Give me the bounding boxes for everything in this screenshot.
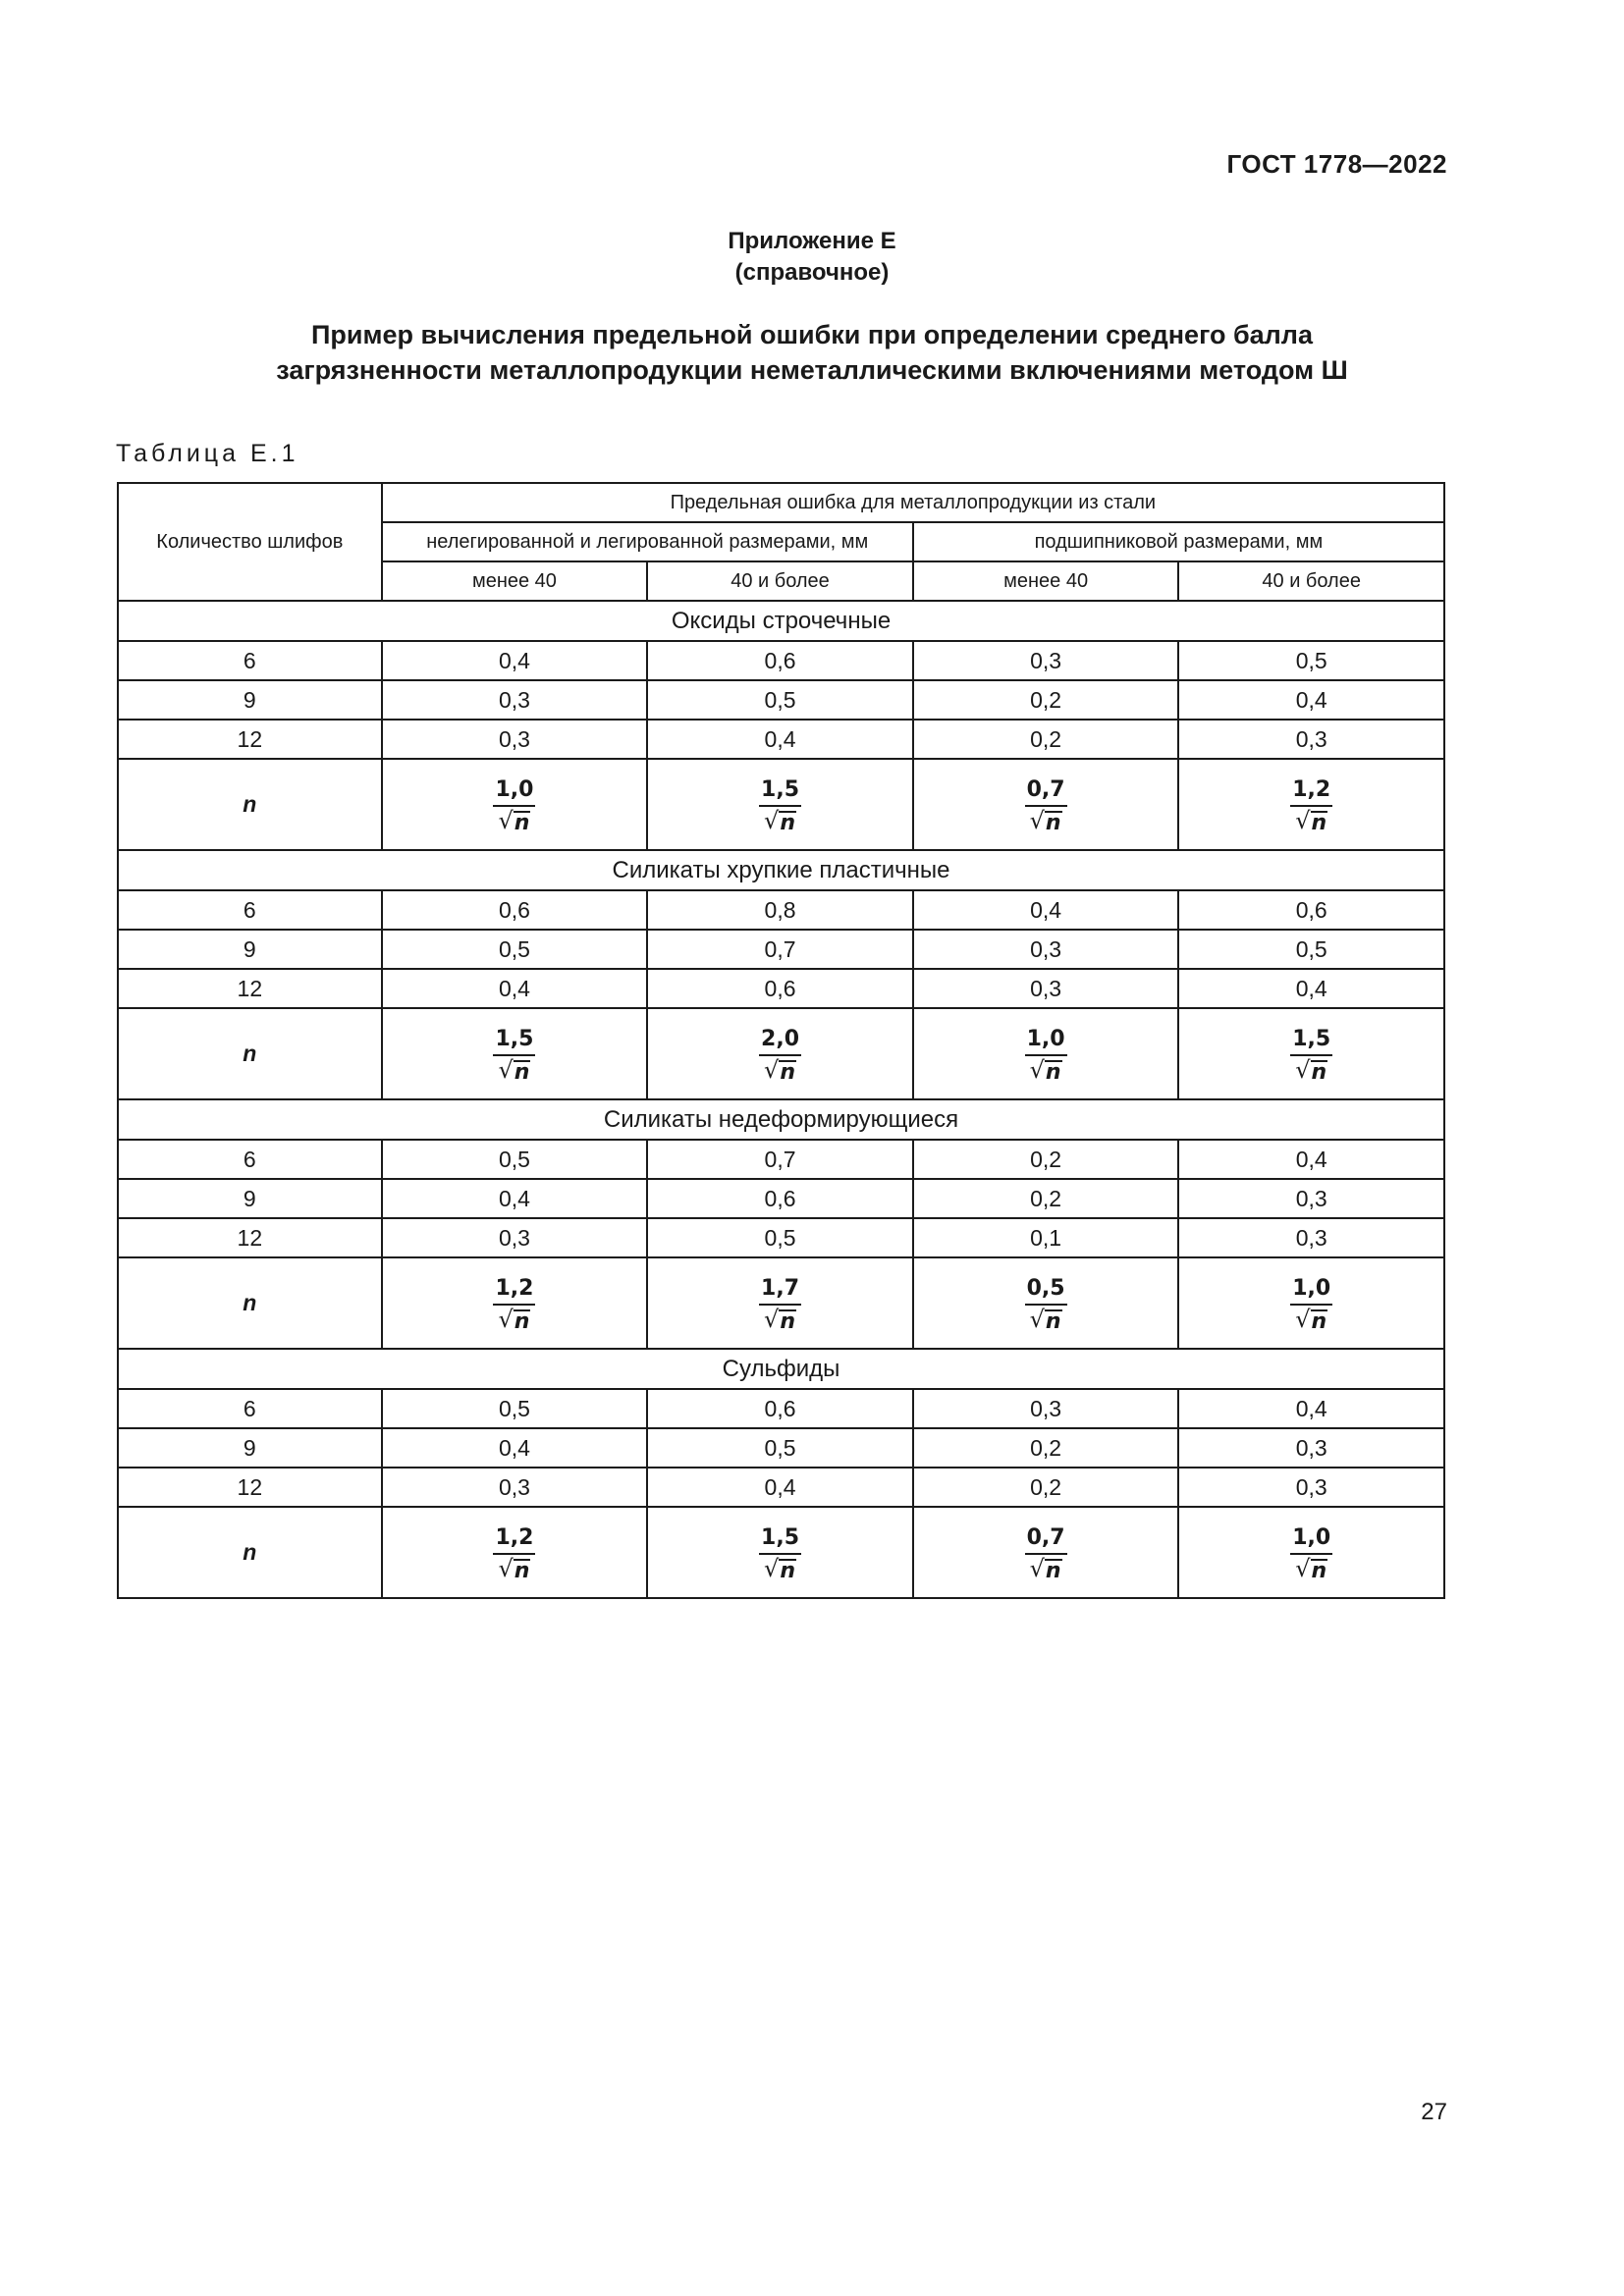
fraction-denominator — [1295, 1555, 1327, 1582]
radicand-n: n — [514, 1558, 530, 1583]
fraction-numerator: 1,7 — [759, 1276, 801, 1306]
error-value-cell: 0,3 — [382, 1468, 648, 1507]
page-number: 27 — [1421, 2099, 1447, 2125]
error-value-cell: 0,3 — [1178, 1468, 1444, 1507]
radicand-n: n — [514, 1059, 530, 1085]
fraction-denominator — [1295, 1056, 1327, 1084]
error-value-cell: 0,5 — [647, 1428, 913, 1468]
error-value-cell: 0,4 — [1178, 1389, 1444, 1428]
sqrt-icon: √ — [1295, 1055, 1311, 1084]
table-row — [118, 969, 1444, 1008]
error-value-cell: 0,4 — [382, 1428, 648, 1468]
formula-cell — [1178, 759, 1444, 850]
table-caption: Таблица Е.1 — [116, 440, 299, 467]
fraction-numerator: 1,0 — [493, 777, 535, 807]
header-sub-3: менее 40 — [913, 561, 1179, 601]
fraction-denominator — [1030, 1306, 1062, 1333]
table-row — [118, 1389, 1444, 1428]
sample-count-cell: 6 — [118, 641, 382, 680]
error-value-cell: 0,2 — [913, 1468, 1179, 1507]
sample-count-cell: 12 — [118, 720, 382, 759]
fraction-numerator: 0,7 — [1025, 1525, 1067, 1555]
table-row — [118, 890, 1444, 930]
error-value-cell: 0,4 — [1178, 1140, 1444, 1179]
error-value-cell: 0,6 — [1178, 890, 1444, 930]
table-row — [118, 1428, 1444, 1468]
sqrt-icon: √ — [498, 1055, 514, 1084]
document-title — [0, 317, 1624, 388]
fraction-numerator: 1,0 — [1025, 1027, 1067, 1056]
error-value-cell: 0,3 — [913, 641, 1179, 680]
fraction — [1025, 777, 1067, 834]
fraction-numerator: 1,5 — [493, 1027, 535, 1056]
fraction — [759, 777, 801, 834]
section-heading: Оксиды строчечные — [118, 601, 1444, 641]
error-value-cell: 0,2 — [913, 1140, 1179, 1179]
n-label-cell: n — [118, 1507, 382, 1598]
fraction-numerator: 1,2 — [493, 1525, 535, 1555]
n-label-cell: n — [118, 759, 382, 850]
header-group-alloy: нелегированной и легированной размерами, мм — [382, 522, 913, 561]
sqrt-icon: √ — [498, 1305, 514, 1333]
formula-cell — [913, 1257, 1179, 1349]
fraction-numerator: 0,7 — [1025, 777, 1067, 807]
sqrt-icon: √ — [1295, 1554, 1311, 1582]
header-main: Предельная ошибка для металлопродукции из стали — [382, 483, 1444, 522]
error-value-cell: 0,7 — [647, 930, 913, 969]
fraction-numerator: 1,0 — [1290, 1276, 1332, 1306]
fraction-denominator — [764, 1056, 796, 1084]
fraction-denominator — [1295, 807, 1327, 834]
fraction-denominator — [1030, 807, 1062, 834]
sample-count-cell: 6 — [118, 1140, 382, 1179]
formula-cell — [382, 1008, 648, 1099]
radicand-n: n — [780, 810, 795, 835]
n-label-cell: n — [118, 1008, 382, 1099]
error-value-cell: 0,2 — [913, 1179, 1179, 1218]
sample-count-cell: 12 — [118, 1468, 382, 1507]
error-value-cell: 0,2 — [913, 680, 1179, 720]
sqrt-icon: √ — [498, 1554, 514, 1582]
standard-code: ГОСТ 1778—2022 — [1226, 149, 1447, 179]
error-value-cell: 0,3 — [382, 720, 648, 759]
table-row — [118, 1468, 1444, 1507]
error-value-cell: 0,3 — [913, 1389, 1179, 1428]
table-row — [118, 680, 1444, 720]
formula-cell — [647, 1008, 913, 1099]
error-value-cell: 0,4 — [382, 641, 648, 680]
table-row — [118, 930, 1444, 969]
formula-row — [118, 759, 1444, 850]
appendix-label: Приложение Е — [728, 228, 896, 254]
error-value-cell: 0,3 — [1178, 1218, 1444, 1257]
radicand-n: n — [1045, 1558, 1061, 1583]
formula-cell — [382, 1507, 648, 1598]
header-sub-4: 40 и более — [1178, 561, 1444, 601]
radicand-n: n — [1311, 810, 1327, 835]
formula-cell — [382, 1257, 648, 1349]
radicand-n: n — [1311, 1059, 1327, 1085]
header-sub-1: менее 40 — [382, 561, 648, 601]
fraction-numerator: 0,5 — [1025, 1276, 1067, 1306]
sqrt-icon: √ — [1029, 1554, 1045, 1582]
fraction-numerator: 1,5 — [1290, 1027, 1332, 1056]
error-value-cell: 0,3 — [382, 1218, 648, 1257]
table-row — [118, 1218, 1444, 1257]
sample-count-cell: 12 — [118, 1218, 382, 1257]
error-value-cell: 0,3 — [382, 680, 648, 720]
error-value-cell: 0,6 — [382, 890, 648, 930]
sqrt-icon: √ — [498, 806, 514, 834]
fraction — [493, 1525, 535, 1582]
error-value-cell: 0,3 — [1178, 1179, 1444, 1218]
sqrt-icon: √ — [1029, 806, 1045, 834]
fraction — [759, 1525, 801, 1582]
radicand-n: n — [1045, 1059, 1061, 1085]
error-value-cell: 0,6 — [647, 641, 913, 680]
sqrt-icon: √ — [1295, 1305, 1311, 1333]
sqrt-icon: √ — [764, 1305, 780, 1333]
fraction-denominator — [764, 807, 796, 834]
title-line-2: загрязненности металлопродукции неметаллическими включениями методом Ш — [276, 355, 1348, 385]
formula-row — [118, 1257, 1444, 1349]
formula-cell — [647, 1257, 913, 1349]
fraction-numerator: 1,0 — [1290, 1525, 1332, 1555]
radicand-n: n — [1311, 1308, 1327, 1334]
error-value-cell: 0,5 — [647, 1218, 913, 1257]
radicand-n: n — [1045, 810, 1061, 835]
formula-cell — [913, 1008, 1179, 1099]
section-heading: Силикаты хрупкие пластичные — [118, 850, 1444, 890]
error-value-cell: 0,4 — [1178, 680, 1444, 720]
formula-cell — [647, 1507, 913, 1598]
fraction-denominator — [1030, 1056, 1062, 1084]
title-line-1: Пример вычисления предельной ошибки при определении среднего балла — [311, 320, 1313, 349]
error-value-cell: 0,5 — [382, 930, 648, 969]
formula-cell — [1178, 1257, 1444, 1349]
formula-row — [118, 1507, 1444, 1598]
sqrt-icon: √ — [1295, 806, 1311, 834]
fraction-denominator — [764, 1306, 796, 1333]
sqrt-icon: √ — [764, 1554, 780, 1582]
error-value-cell: 0,3 — [913, 930, 1179, 969]
fraction — [759, 1027, 801, 1084]
formula-cell — [382, 759, 648, 850]
error-value-cell: 0,5 — [1178, 641, 1444, 680]
fraction-denominator — [498, 807, 530, 834]
error-value-cell: 0,6 — [647, 969, 913, 1008]
formula-cell — [1178, 1008, 1444, 1099]
fraction-denominator — [1030, 1555, 1062, 1582]
error-value-cell: 0,2 — [913, 1428, 1179, 1468]
fraction — [1025, 1027, 1067, 1084]
sample-count-cell: 9 — [118, 680, 382, 720]
fraction-denominator — [498, 1306, 530, 1333]
header-sub-2: 40 и более — [647, 561, 913, 601]
fraction-denominator — [1295, 1306, 1327, 1333]
appendix-heading — [0, 226, 1624, 289]
radicand-n: n — [1311, 1558, 1327, 1583]
error-value-cell: 0,4 — [913, 890, 1179, 930]
fraction — [1025, 1276, 1067, 1333]
fraction-numerator: 1,2 — [1290, 777, 1332, 807]
error-value-cell: 0,3 — [1178, 720, 1444, 759]
header-count: Количество шлифов — [118, 483, 382, 601]
sqrt-icon: √ — [1029, 1305, 1045, 1333]
error-value-cell: 0,8 — [647, 890, 913, 930]
error-value-cell: 0,4 — [382, 1179, 648, 1218]
sqrt-icon: √ — [764, 806, 780, 834]
fraction-denominator — [498, 1555, 530, 1582]
radicand-n: n — [1045, 1308, 1061, 1334]
error-value-cell: 0,4 — [647, 1468, 913, 1507]
formula-cell — [913, 759, 1179, 850]
appendix-type: (справочное) — [734, 259, 890, 286]
fraction — [1025, 1525, 1067, 1582]
radicand-n: n — [780, 1558, 795, 1583]
fraction — [493, 777, 535, 834]
fraction-numerator: 1,2 — [493, 1276, 535, 1306]
error-value-cell: 0,2 — [913, 720, 1179, 759]
table-row — [118, 720, 1444, 759]
sample-count-cell: 6 — [118, 1389, 382, 1428]
table-row — [118, 641, 1444, 680]
error-value-cell: 0,1 — [913, 1218, 1179, 1257]
table-row — [118, 1179, 1444, 1218]
sqrt-icon: √ — [764, 1055, 780, 1084]
error-value-cell: 0,4 — [382, 969, 648, 1008]
radicand-n: n — [780, 1308, 795, 1334]
formula-cell — [647, 759, 913, 850]
formula-row — [118, 1008, 1444, 1099]
formula-cell — [913, 1507, 1179, 1598]
table-row — [118, 1140, 1444, 1179]
fraction — [1290, 1276, 1332, 1333]
fraction-numerator: 1,5 — [759, 1525, 801, 1555]
radicand-n: n — [780, 1059, 795, 1085]
error-value-cell: 0,5 — [382, 1389, 648, 1428]
error-value-cell: 0,6 — [647, 1389, 913, 1428]
section-heading: Силикаты недеформирующиеся — [118, 1099, 1444, 1140]
formula-cell — [1178, 1507, 1444, 1598]
error-value-cell: 0,3 — [1178, 1428, 1444, 1468]
error-value-cell: 0,7 — [647, 1140, 913, 1179]
radicand-n: n — [514, 810, 530, 835]
fraction — [493, 1027, 535, 1084]
n-label-cell: n — [118, 1257, 382, 1349]
fraction-numerator: 1,5 — [759, 777, 801, 807]
sample-count-cell: 9 — [118, 1179, 382, 1218]
error-value-cell: 0,4 — [647, 720, 913, 759]
error-value-cell: 0,3 — [913, 969, 1179, 1008]
radicand-n: n — [514, 1308, 530, 1334]
error-value-cell: 0,6 — [647, 1179, 913, 1218]
fraction — [1290, 777, 1332, 834]
sample-count-cell: 12 — [118, 969, 382, 1008]
error-value-cell: 0,5 — [382, 1140, 648, 1179]
fraction — [1290, 1027, 1332, 1084]
limit-error-table — [117, 482, 1445, 1599]
fraction — [1290, 1525, 1332, 1582]
error-value-cell: 0,4 — [1178, 969, 1444, 1008]
fraction-denominator — [764, 1555, 796, 1582]
header-group-bearing: подшипниковой размерами, мм — [913, 522, 1444, 561]
fraction-numerator: 2,0 — [759, 1027, 801, 1056]
section-heading: Сульфиды — [118, 1349, 1444, 1389]
sample-count-cell: 6 — [118, 890, 382, 930]
fraction — [759, 1276, 801, 1333]
sample-count-cell: 9 — [118, 930, 382, 969]
error-value-cell: 0,5 — [647, 680, 913, 720]
sample-count-cell: 9 — [118, 1428, 382, 1468]
fraction — [493, 1276, 535, 1333]
fraction-denominator — [498, 1056, 530, 1084]
error-value-cell: 0,5 — [1178, 930, 1444, 969]
sqrt-icon: √ — [1029, 1055, 1045, 1084]
